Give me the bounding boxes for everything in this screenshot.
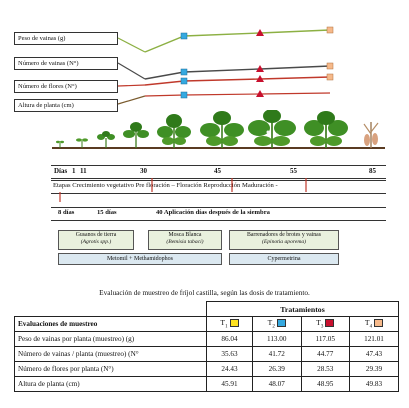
- cell-value: 48.07: [253, 377, 302, 392]
- plant-flowering: [248, 110, 296, 148]
- cell-value: 48.95: [301, 377, 350, 392]
- cell-value: 121.01: [350, 332, 399, 347]
- treatment-t4: [350, 317, 399, 332]
- cell-value: 44.77: [301, 347, 350, 362]
- pest-mosca-blanca: [148, 230, 222, 250]
- table-row: [15, 332, 399, 347]
- plant-seedling-2: [76, 138, 88, 148]
- day-30: 30: [140, 167, 147, 175]
- pest-name: Gusanos de tierra: [75, 232, 117, 238]
- day-45: 45: [214, 167, 221, 175]
- day-85: 85: [369, 167, 376, 175]
- connector-altura: [118, 96, 145, 104]
- plant-growth-illustration: [0, 110, 409, 160]
- connector-peso: [118, 38, 145, 52]
- line-vainas: [145, 66, 330, 79]
- app-8-dias: 8 días: [58, 209, 75, 216]
- cell-value: 47.43: [350, 347, 399, 362]
- row-label: Altura de planta (cm): [15, 377, 207, 392]
- cell-value: 29.39: [350, 362, 399, 377]
- pest-name: Mosca Blanca: [168, 232, 202, 238]
- pest-barrenadores: [229, 230, 339, 250]
- app-40-dias: 40 Aplicación días después de la siembra: [156, 209, 270, 216]
- chem-metomil: [58, 253, 222, 265]
- marker-t2: [181, 69, 187, 75]
- pest-gusanos: [58, 230, 134, 250]
- legend-label: Número de flores (N°): [18, 83, 77, 90]
- line-peso: [145, 30, 330, 52]
- row-label: Número de flores por planta (N°): [15, 362, 207, 377]
- treatment-label: $T_1$: [220, 318, 228, 330]
- treatment-t3: [301, 317, 350, 332]
- cell-value: 45.91: [207, 377, 253, 392]
- row-header: Evaluaciones de muestreo: [15, 317, 207, 332]
- app-15-dias: 15 días: [97, 209, 117, 216]
- cell-value: 28.53: [301, 362, 350, 377]
- cell-value: 26.39: [253, 362, 302, 377]
- marker-t4: [327, 74, 333, 80]
- marker-t2: [181, 78, 187, 84]
- stages-text: Etapas Crecimiento vegetativo Pre floración – Floración Reproducción Maduración -: [53, 182, 278, 189]
- marker-t2: [181, 33, 187, 39]
- pest-name: Barrenadores de brotes y vainas: [246, 232, 322, 238]
- table-header-top: [15, 302, 399, 317]
- pest-sci-name: (Bemisia tabaci): [166, 239, 204, 245]
- day-11: 11: [80, 167, 87, 175]
- plant-medium-1: [157, 114, 191, 148]
- series-numero-vainas: [118, 63, 333, 79]
- treatment-label: $T_4$: [364, 318, 373, 330]
- marker-t4: [327, 63, 333, 69]
- row-label: Peso de vainas por planta (muestreo) (g): [15, 332, 207, 347]
- plant-small-2: [123, 122, 149, 148]
- treatment-t2: [253, 317, 302, 332]
- line-altura: [145, 93, 330, 96]
- table-row: [15, 347, 399, 362]
- cell-value: 41.72: [253, 347, 302, 362]
- cell-value: 86.04: [207, 332, 253, 347]
- cell-value: 35.63: [207, 347, 253, 362]
- cell-value: 49.83: [350, 377, 399, 392]
- dias-label: Días: [54, 167, 68, 175]
- treatment-t1: [207, 317, 253, 332]
- table-row: [15, 362, 399, 377]
- cell-value: 113.00: [253, 332, 302, 347]
- series-altura-planta: [118, 90, 330, 104]
- treatments-header: Tratamientos: [207, 302, 399, 317]
- row-label: Número de vainas / planta (muestreo) (N°: [15, 347, 207, 362]
- day-1: 1: [72, 167, 76, 175]
- table-header-row: [15, 317, 399, 332]
- plant-small-1: [97, 131, 115, 148]
- plant-medium-2: [200, 111, 244, 148]
- marker-t4: [327, 27, 333, 33]
- line-flores: [145, 77, 330, 85]
- treatment-label: $T_3$: [316, 318, 324, 330]
- connector-flores: [118, 85, 145, 86]
- pest-sci-name: (Epinotia aporema): [261, 239, 307, 245]
- table-caption: Evaluación de muestreo de fríjol castilla, según las dosis de tratamiento.: [99, 288, 310, 297]
- table-row: [15, 377, 399, 392]
- swatch-t1: [230, 319, 239, 327]
- chem-label: Metomil + Methamidophos: [106, 256, 174, 262]
- legend-label: Altura de planta (cm): [18, 102, 74, 109]
- marker-t2: [181, 92, 187, 98]
- day-55: 55: [290, 167, 297, 175]
- legend-label: Número de vainas (N°): [18, 60, 79, 67]
- series-peso-vainas: [118, 27, 333, 52]
- legend-label: Peso de vainas (g): [18, 35, 66, 42]
- cell-value: 117.05: [301, 332, 350, 347]
- cell-value: 24.43: [207, 362, 253, 377]
- chem-cypermetrina: [229, 253, 339, 265]
- plant-seedling-1: [56, 141, 64, 148]
- plant-mature: [364, 122, 378, 148]
- swatch-t2: [277, 319, 286, 327]
- series-numero-flores: [118, 74, 333, 86]
- empty-cell: [15, 302, 207, 317]
- plant-pods: [304, 111, 348, 148]
- swatch-t4: [374, 319, 383, 327]
- treatment-label: $T_2$: [267, 318, 275, 330]
- pest-sci-name: (Agrotis spp.): [80, 239, 112, 245]
- results-table: [14, 301, 399, 392]
- connector-vainas: [118, 63, 145, 79]
- swatch-t3: [325, 319, 334, 327]
- chem-label: Cypermetrina: [267, 256, 301, 262]
